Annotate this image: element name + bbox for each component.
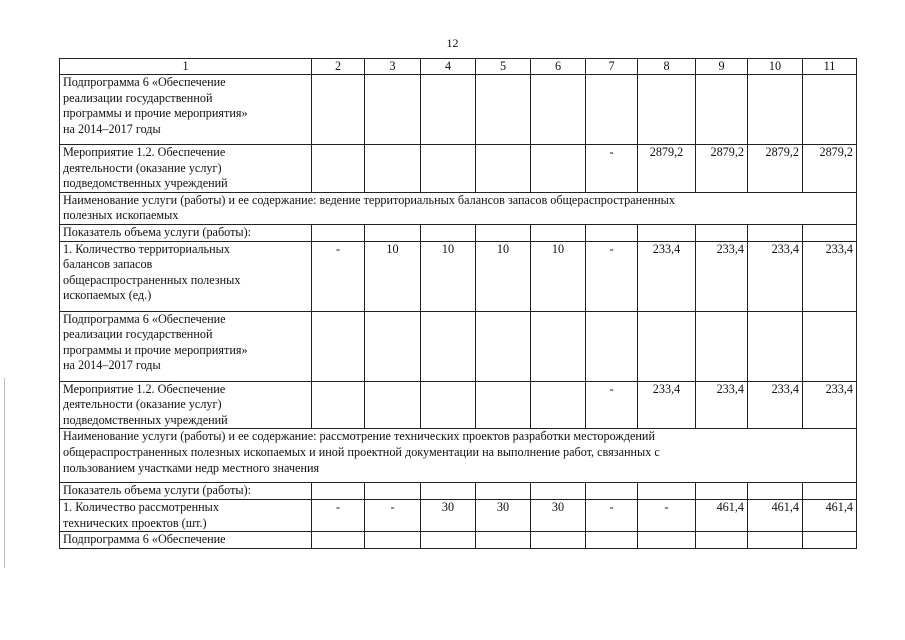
row-label-cell: 1. Количество территориальных балансов запасов общераспространенных полезных ископаемых (ед.) (60, 241, 312, 311)
value-cell (365, 311, 421, 381)
row-label-cell: Подпрограмма 6 «Обеспечение (60, 532, 312, 549)
value-cell (803, 311, 857, 381)
value-cell (476, 483, 531, 500)
header-cell: 8 (638, 59, 696, 75)
value-cell (531, 532, 586, 549)
value-cell (696, 483, 748, 500)
row-label-cell: Мероприятие 1.2. Обеспечение деятельности (оказание услуг) подведомственных учреждений (60, 381, 312, 429)
table-row (60, 429, 857, 483)
value-cell (365, 381, 421, 429)
table-row (60, 224, 857, 241)
value-cell (365, 483, 421, 500)
value-cell: 233,4 (803, 241, 857, 311)
scan-edge-line (4, 378, 5, 568)
value-cell (476, 145, 531, 193)
value-cell: 233,4 (803, 381, 857, 429)
header-cell: 3 (365, 59, 421, 75)
value-cell (696, 224, 748, 241)
value-cell: 10 (421, 241, 476, 311)
value-cell: 30 (421, 499, 476, 531)
value-cell (531, 483, 586, 500)
table-row (60, 499, 857, 531)
value-cell (476, 75, 531, 145)
value-cell (476, 381, 531, 429)
value-cell (476, 224, 531, 241)
table-row (60, 311, 857, 381)
row-label-cell: Показатель объема услуги (работы): (60, 483, 312, 500)
value-cell (748, 311, 803, 381)
header-cell: 2 (312, 59, 365, 75)
table-body (60, 59, 857, 549)
value-cell (748, 532, 803, 549)
value-cell: 10 (476, 241, 531, 311)
value-cell: - (586, 241, 638, 311)
value-cell (531, 381, 586, 429)
page-number: 12 (446, 36, 459, 50)
value-cell (586, 75, 638, 145)
service-description-cell: Наименование услуги (работы) и ее содержание: рассмотрение технических проектов разработки месторождений общераспространенных полезных ископаемых и иной проектной документации на выполнение работ, связанных с пользованием участками недр местного значения (60, 429, 857, 483)
header-cell: 11 (803, 59, 857, 75)
value-cell (586, 224, 638, 241)
value-cell (312, 145, 365, 193)
value-cell (748, 483, 803, 500)
row-label-cell: Показатель объема услуги (работы): (60, 224, 312, 241)
value-cell (421, 532, 476, 549)
table-row (60, 241, 857, 311)
table-row (60, 145, 857, 193)
value-cell: 30 (476, 499, 531, 531)
value-cell (312, 75, 365, 145)
header-cell: 1 (60, 59, 312, 75)
value-cell (638, 75, 696, 145)
value-cell (531, 224, 586, 241)
value-cell (696, 311, 748, 381)
row-label-cell: 1. Количество рассмотренных технических проектов (шт.) (60, 499, 312, 531)
value-cell (312, 532, 365, 549)
value-cell (586, 311, 638, 381)
value-cell (421, 145, 476, 193)
value-cell (803, 224, 857, 241)
table-row (60, 192, 857, 224)
value-cell: - (638, 499, 696, 531)
value-cell (365, 75, 421, 145)
value-cell (696, 75, 748, 145)
value-cell (312, 311, 365, 381)
table-row (60, 483, 857, 500)
value-cell: 2879,2 (748, 145, 803, 193)
value-cell (748, 224, 803, 241)
value-cell (586, 483, 638, 500)
value-cell (803, 483, 857, 500)
value-cell (803, 75, 857, 145)
value-cell (803, 532, 857, 549)
value-cell (365, 145, 421, 193)
value-cell: 2879,2 (803, 145, 857, 193)
row-label-cell: Подпрограмма 6 «Обеспечение реализации государственной программы и прочие мероприятия» на 2014–2017 годы (60, 311, 312, 381)
value-cell: 2879,2 (638, 145, 696, 193)
header-cell: 9 (696, 59, 748, 75)
header-cell: 7 (586, 59, 638, 75)
value-cell (638, 311, 696, 381)
value-cell (365, 532, 421, 549)
value-cell (421, 75, 476, 145)
value-cell (421, 381, 476, 429)
value-cell: 233,4 (696, 381, 748, 429)
table-row (60, 532, 857, 549)
report-table (59, 58, 857, 549)
value-cell (531, 145, 586, 193)
header-cell: 5 (476, 59, 531, 75)
header-cell: 10 (748, 59, 803, 75)
row-label-cell: Подпрограмма 6 «Обеспечение реализации государственной программы и прочие мероприятия» на 2014–2017 годы (60, 75, 312, 145)
service-description-cell: Наименование услуги (работы) и ее содержание: ведение территориальных балансов запасов общераспространенных полезных ископаемых (60, 192, 857, 224)
value-cell (531, 311, 586, 381)
value-cell: 233,4 (748, 381, 803, 429)
value-cell (421, 224, 476, 241)
value-cell: 461,4 (696, 499, 748, 531)
value-cell (638, 483, 696, 500)
value-cell: - (312, 499, 365, 531)
value-cell: 10 (365, 241, 421, 311)
value-cell (312, 381, 365, 429)
value-cell: 233,4 (748, 241, 803, 311)
value-cell (476, 311, 531, 381)
header-row (60, 59, 857, 75)
value-cell (312, 224, 365, 241)
value-cell (638, 532, 696, 549)
value-cell: 461,4 (748, 499, 803, 531)
value-cell: 233,4 (696, 241, 748, 311)
row-label-cell: Мероприятие 1.2. Обеспечение деятельности (оказание услуг) подведомственных учреждений (60, 145, 312, 193)
value-cell: 30 (531, 499, 586, 531)
value-cell (421, 483, 476, 500)
value-cell: - (365, 499, 421, 531)
value-cell: - (586, 499, 638, 531)
value-cell (748, 75, 803, 145)
value-cell (312, 483, 365, 500)
table-row (60, 75, 857, 145)
value-cell (421, 311, 476, 381)
value-cell (476, 532, 531, 549)
value-cell (638, 224, 696, 241)
value-cell: 233,4 (638, 241, 696, 311)
value-cell: - (586, 145, 638, 193)
value-cell: - (586, 381, 638, 429)
value-cell: 461,4 (803, 499, 857, 531)
table-row (60, 381, 857, 429)
header-cell: 4 (421, 59, 476, 75)
value-cell: 233,4 (638, 381, 696, 429)
value-cell (365, 224, 421, 241)
value-cell (531, 75, 586, 145)
value-cell: 10 (531, 241, 586, 311)
value-cell: 2879,2 (696, 145, 748, 193)
header-cell: 6 (531, 59, 586, 75)
value-cell (696, 532, 748, 549)
value-cell: - (312, 241, 365, 311)
value-cell (586, 532, 638, 549)
